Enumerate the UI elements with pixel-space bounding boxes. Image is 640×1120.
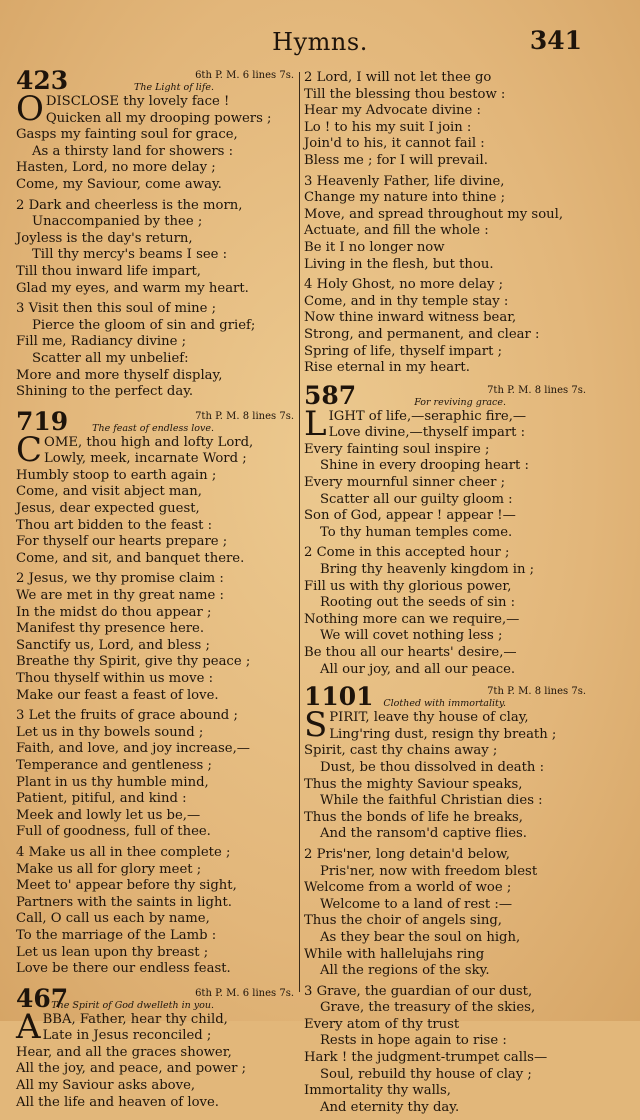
hymn-verse bbox=[304, 705, 586, 843]
verse-line: Welcome from a world of woe ; bbox=[304, 880, 512, 896]
hymn-verse bbox=[16, 571, 294, 704]
hymn-header bbox=[16, 66, 294, 95]
verse-line: 3 Let the fruits of grace abound ; bbox=[16, 708, 238, 724]
verse-line: As a thirsty land for showers : bbox=[32, 143, 234, 159]
verse-line: Come, and visit abject man, bbox=[16, 484, 202, 500]
verse-line: Come, my Saviour, come away. bbox=[16, 176, 222, 192]
verse-line: Actuate, and fill the whole : bbox=[304, 223, 489, 239]
verse-line: Love divine,—thyself impart : bbox=[328, 425, 526, 441]
drop-cap: L bbox=[304, 403, 327, 444]
verse-line: We will covet nothing less ; bbox=[320, 628, 503, 644]
hymn-verse bbox=[304, 70, 586, 170]
verse-line: Strong, and permanent, and clear : bbox=[304, 326, 540, 342]
hymn-verse bbox=[304, 277, 586, 377]
verse-line: Lo ! to his my suit I join : bbox=[304, 119, 472, 135]
drop-cap: A bbox=[16, 1006, 41, 1047]
verse-line: Gasps my fainting soul for grace, bbox=[16, 127, 238, 143]
drop-cap: S bbox=[304, 705, 328, 746]
hymn-title: The feast of endless love. bbox=[92, 422, 214, 434]
verse-line: Thus the mighty Saviour speaks, bbox=[304, 776, 523, 792]
verse-line: 2 Come in this accepted hour ; bbox=[304, 545, 510, 561]
verse-line: Meet to' appear before thy sight, bbox=[16, 878, 237, 894]
verse-line: All our joy, and all our peace. bbox=[320, 661, 516, 677]
verse-line: Living in the flesh, but thou. bbox=[304, 256, 494, 272]
verse-line: Rooting out the seeds of sin : bbox=[320, 595, 516, 611]
verse-line: Plant in us thy humble mind, bbox=[16, 774, 209, 790]
verse-line: Now thine inward witness bear, bbox=[304, 310, 517, 326]
verse-line: Nothing more can we require,— bbox=[304, 611, 520, 627]
hymn-title: The Spirit of God dwelleth in you. bbox=[51, 999, 214, 1011]
verse-line: Till thou inward life impart, bbox=[16, 263, 201, 279]
hymn-header bbox=[304, 380, 586, 410]
verse-line: Shining to the perfect day. bbox=[16, 384, 194, 400]
verse-line: While the faithful Christian dies : bbox=[320, 793, 543, 809]
verse-line: Late in Jesus reconciled ; bbox=[42, 1028, 212, 1044]
verse-line: Faith, and love, and joy increase,— bbox=[16, 741, 250, 757]
verse-line: More and more thyself display, bbox=[16, 367, 223, 383]
verse-line: Thou thyself within us move : bbox=[16, 671, 214, 686]
verse-line: Come, and sit, and banquet there. bbox=[16, 550, 245, 566]
hymn-meter: 7th P. M. 8 lines 7s. bbox=[195, 410, 294, 422]
verse-line: All the joy, and peace, and power ; bbox=[16, 1061, 247, 1077]
verse-line: Till the blessing thou bestow : bbox=[304, 86, 506, 102]
hymn-number: 467 bbox=[16, 983, 69, 1013]
hymn-verse bbox=[304, 847, 586, 980]
verse-line: Fill me, Radiancy divine ; bbox=[16, 334, 187, 350]
hymn-number: 587 bbox=[304, 380, 357, 410]
verse-line: Call, O call us each by name, bbox=[16, 911, 210, 927]
verse-line: All the life and heaven of love. bbox=[16, 1094, 219, 1110]
verse-line: 2 Jesus, we thy promise claim : bbox=[16, 571, 224, 587]
verse-line: Ling'ring dust, resign thy breath ; bbox=[329, 726, 557, 742]
verse-line: Dust, be thou dissolved in death : bbox=[320, 759, 545, 775]
verse-line: Love be there our endless feast. bbox=[16, 961, 231, 977]
verse-line: While with hallelujahs ring bbox=[304, 946, 485, 962]
verse-line: Sanctify us, Lord, and bless ; bbox=[16, 637, 210, 653]
verse-line: DISCLOSE thy lovely face ! bbox=[45, 94, 230, 109]
hymn bbox=[304, 70, 586, 377]
verse-line: Humbly stoop to earth again ; bbox=[16, 467, 217, 483]
verse-line: 2 Lord, I will not let thee go bbox=[304, 70, 492, 85]
verse-line: Hark ! the judgment-trumpet calls— bbox=[304, 1050, 548, 1066]
verse-line: Till thy mercy's beams I see : bbox=[32, 247, 228, 263]
hymn-verse bbox=[304, 403, 586, 542]
verse-line: Move, and spread throughout my soul, bbox=[304, 206, 564, 222]
verse-line: 4 Holy Ghost, no more delay ; bbox=[304, 277, 504, 293]
verse-line: Hasten, Lord, no more delay ; bbox=[16, 160, 216, 176]
verse-line: Join'd to his, it cannot fail : bbox=[304, 136, 485, 152]
page-number: 341 bbox=[529, 26, 582, 55]
drop-cap: C bbox=[16, 429, 43, 470]
verse-line: Every mournful sinner cheer ; bbox=[304, 475, 506, 491]
verse-line: Shine in every drooping heart : bbox=[320, 458, 529, 474]
verse-line: Come, and in thy temple stay : bbox=[304, 293, 509, 309]
verse-line: Unaccompanied by thee ; bbox=[32, 214, 203, 230]
verse-line: Quicken all my drooping powers ; bbox=[45, 110, 272, 126]
verse-line: 2 Pris'ner, long detain'd below, bbox=[304, 846, 510, 862]
verse-line: Full of goodness, full of thee. bbox=[16, 824, 211, 840]
hymn-meter: 6th P. M. 6 lines 7s. bbox=[195, 70, 294, 81]
hymn-verse bbox=[16, 708, 294, 841]
verse-line: Jesus, dear expected guest, bbox=[16, 501, 200, 517]
verse-line: 4 Make us all in thee complete ; bbox=[16, 844, 231, 860]
hymn-header bbox=[16, 406, 294, 436]
verse-line: Patient, pitiful, and kind : bbox=[16, 791, 187, 807]
hymn-verse bbox=[16, 301, 294, 401]
verse-line: Joyless is the day's return, bbox=[16, 230, 193, 246]
verse-line: Son of God, appear ! appear !— bbox=[304, 508, 516, 524]
verse-line: Pris'ner, now with freedom blest bbox=[320, 863, 538, 879]
verse-line: Bring thy heavenly kingdom in ; bbox=[320, 562, 535, 578]
hymn bbox=[16, 983, 294, 1112]
verse-line: As they bear the soul on high, bbox=[320, 929, 521, 945]
drop-cap: O bbox=[16, 89, 44, 129]
hymn-number: 423 bbox=[16, 66, 69, 95]
verse-line: For thyself our hearts prepare ; bbox=[16, 534, 228, 550]
verse-line: Let us in thy bowels sound ; bbox=[16, 724, 204, 740]
verse-line: Scatter all my unbelief: bbox=[32, 350, 189, 366]
verse-line: Lowly, meek, incarnate Word ; bbox=[44, 451, 247, 467]
verse-line: Rests in hope again to rise : bbox=[320, 1033, 507, 1049]
verse-line: We are met in thy great name : bbox=[16, 588, 224, 604]
verse-line: Temperance and gentleness ; bbox=[16, 757, 212, 773]
verse-line: Fill us with thy glorious power, bbox=[304, 578, 512, 594]
hymn-header bbox=[304, 682, 586, 712]
verse-line: To thy human temples come. bbox=[320, 524, 513, 540]
verse-line: Scatter all our guilty gloom : bbox=[320, 491, 513, 507]
hymn-title: Clothed with immortality. bbox=[383, 698, 506, 710]
hymn bbox=[304, 682, 586, 1116]
verse-line: Pierce the gloom of sin and grief; bbox=[32, 317, 256, 333]
verse-line: Grave, the treasury of the skies, bbox=[320, 1000, 536, 1016]
hymn-verse bbox=[16, 429, 294, 568]
verse-line: Partners with the saints in light. bbox=[16, 894, 232, 910]
verse-line: Make us all for glory meet ; bbox=[16, 861, 202, 877]
verse-line: Thus the choir of angels sing, bbox=[304, 913, 502, 929]
verse-line: Welcome to a land of rest :— bbox=[320, 896, 513, 912]
verse-line: Thou art bidden to the feast : bbox=[16, 517, 213, 533]
verse-line: All my Saviour asks above, bbox=[16, 1078, 196, 1094]
hymn-number: 719 bbox=[16, 406, 69, 436]
verse-line: 2 Dark and cheerless is the morn, bbox=[16, 197, 243, 213]
verse-line: Make our feast a feast of love. bbox=[16, 687, 219, 703]
verse-line: IGHT of life,—seraphic fire,— bbox=[328, 408, 527, 424]
hymn-title: For reviving grace. bbox=[414, 396, 506, 408]
hymn-verse bbox=[304, 984, 586, 1117]
verse-line: And the ransom'd captive flies. bbox=[320, 826, 528, 842]
verse-line: Meek and lowly let us be,— bbox=[16, 807, 201, 823]
hymn-verse bbox=[16, 89, 294, 194]
verse-line: Change my nature into thine ; bbox=[304, 190, 506, 206]
hymn-number: 1101 bbox=[304, 682, 374, 712]
verse-line: To the marriage of the Lamb : bbox=[16, 927, 217, 943]
verse-line: BBA, Father, hear thy child, bbox=[42, 1011, 228, 1027]
verse-line: Glad my eyes, and warm my heart. bbox=[16, 280, 249, 296]
verse-line: Soul, rebuild thy house of clay ; bbox=[320, 1066, 532, 1082]
hymn-meter: 7th P. M. 8 lines 7s. bbox=[487, 384, 586, 396]
hymn-verse bbox=[16, 845, 294, 978]
verse-line: 3 Grave, the guardian of our dust, bbox=[304, 983, 533, 999]
hymn bbox=[16, 66, 294, 401]
hymn-verse bbox=[16, 1006, 294, 1112]
hymn bbox=[16, 406, 294, 978]
verse-line: Spirit, cast thy chains away ; bbox=[304, 743, 498, 759]
verse-line: 3 Heavenly Father, life divine, bbox=[304, 173, 505, 189]
hymn-verse bbox=[16, 198, 294, 298]
verse-line: Let us lean upon thy breast ; bbox=[16, 944, 209, 960]
hymn-meter: 7th P. M. 8 lines 7s. bbox=[487, 686, 586, 698]
verse-line: Be it I no longer now bbox=[304, 239, 445, 255]
verse-line: Breathe thy Spirit, give thy peace ; bbox=[16, 654, 251, 670]
verse-line: Every fainting soul inspire ; bbox=[304, 441, 490, 457]
verse-line: 3 Visit then this soul of mine ; bbox=[16, 301, 217, 317]
verse-line: All the regions of the sky. bbox=[320, 963, 490, 979]
verse-line: Spring of life, thyself impart ; bbox=[304, 343, 503, 359]
verse-line: Rise eternal in my heart. bbox=[304, 360, 470, 376]
hymn-header bbox=[16, 983, 294, 1013]
left-column bbox=[16, 66, 294, 1115]
verse-line: And eternity thy day. bbox=[320, 1099, 460, 1115]
verse-line: In the midst do thou appear ; bbox=[16, 604, 212, 620]
verse-line: Immortality thy walls, bbox=[304, 1083, 451, 1099]
verse-line: Hear my Advocate divine : bbox=[304, 103, 481, 119]
hymn-meter: 6th P. M. 6 lines 7s. bbox=[195, 987, 294, 999]
column-divider bbox=[299, 72, 300, 992]
hymn-verse bbox=[304, 174, 586, 274]
hymn bbox=[304, 380, 586, 679]
verse-line: Hear, and all the graces shower, bbox=[16, 1044, 232, 1060]
running-title: Hymns. bbox=[272, 28, 368, 56]
verse-line: Manifest thy presence here. bbox=[16, 621, 205, 637]
verse-line: PIRIT, leave thy house of clay, bbox=[329, 710, 529, 726]
hymn-verse bbox=[304, 545, 586, 678]
verse-line: Every atom of thy trust bbox=[304, 1016, 460, 1032]
right-column bbox=[304, 70, 586, 1120]
verse-line: Bless me ; for I will prevail. bbox=[304, 152, 488, 168]
hymn-title: The Light of life. bbox=[134, 82, 214, 93]
page-header bbox=[0, 24, 640, 64]
verse-line: Be thou all our hearts' desire,— bbox=[304, 645, 517, 660]
verse-line: OME, thou high and lofty Lord, bbox=[44, 434, 254, 450]
verse-line: Thus the bonds of life he breaks, bbox=[304, 809, 523, 825]
